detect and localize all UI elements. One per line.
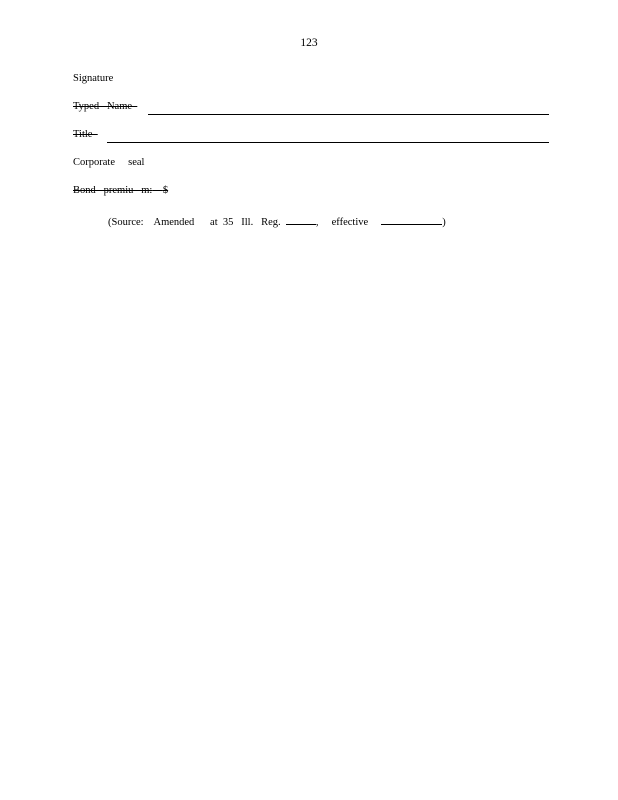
typed-name-label: Typed Name (73, 101, 138, 112)
page-number: 123 (300, 37, 318, 49)
bond-premium-row (73, 185, 168, 196)
source-note-open: (Source: Amended at 35 Ill. Reg. (108, 217, 286, 228)
signature-label: Signature (73, 73, 114, 84)
source-note-sep: , effective (315, 217, 382, 228)
effective-date-blank (381, 214, 442, 225)
typed-name-line (148, 114, 549, 115)
title-label: Title (73, 129, 98, 140)
corporate-seal-label: Corporate seal (73, 157, 145, 168)
bond-premium-currency: $ (162, 185, 169, 196)
register-issue-blank (286, 214, 316, 225)
bond-premium-label: Bond premiu m: (73, 185, 153, 196)
source-note (108, 214, 446, 228)
title-line (107, 142, 549, 143)
source-note-close: ) (442, 217, 446, 228)
